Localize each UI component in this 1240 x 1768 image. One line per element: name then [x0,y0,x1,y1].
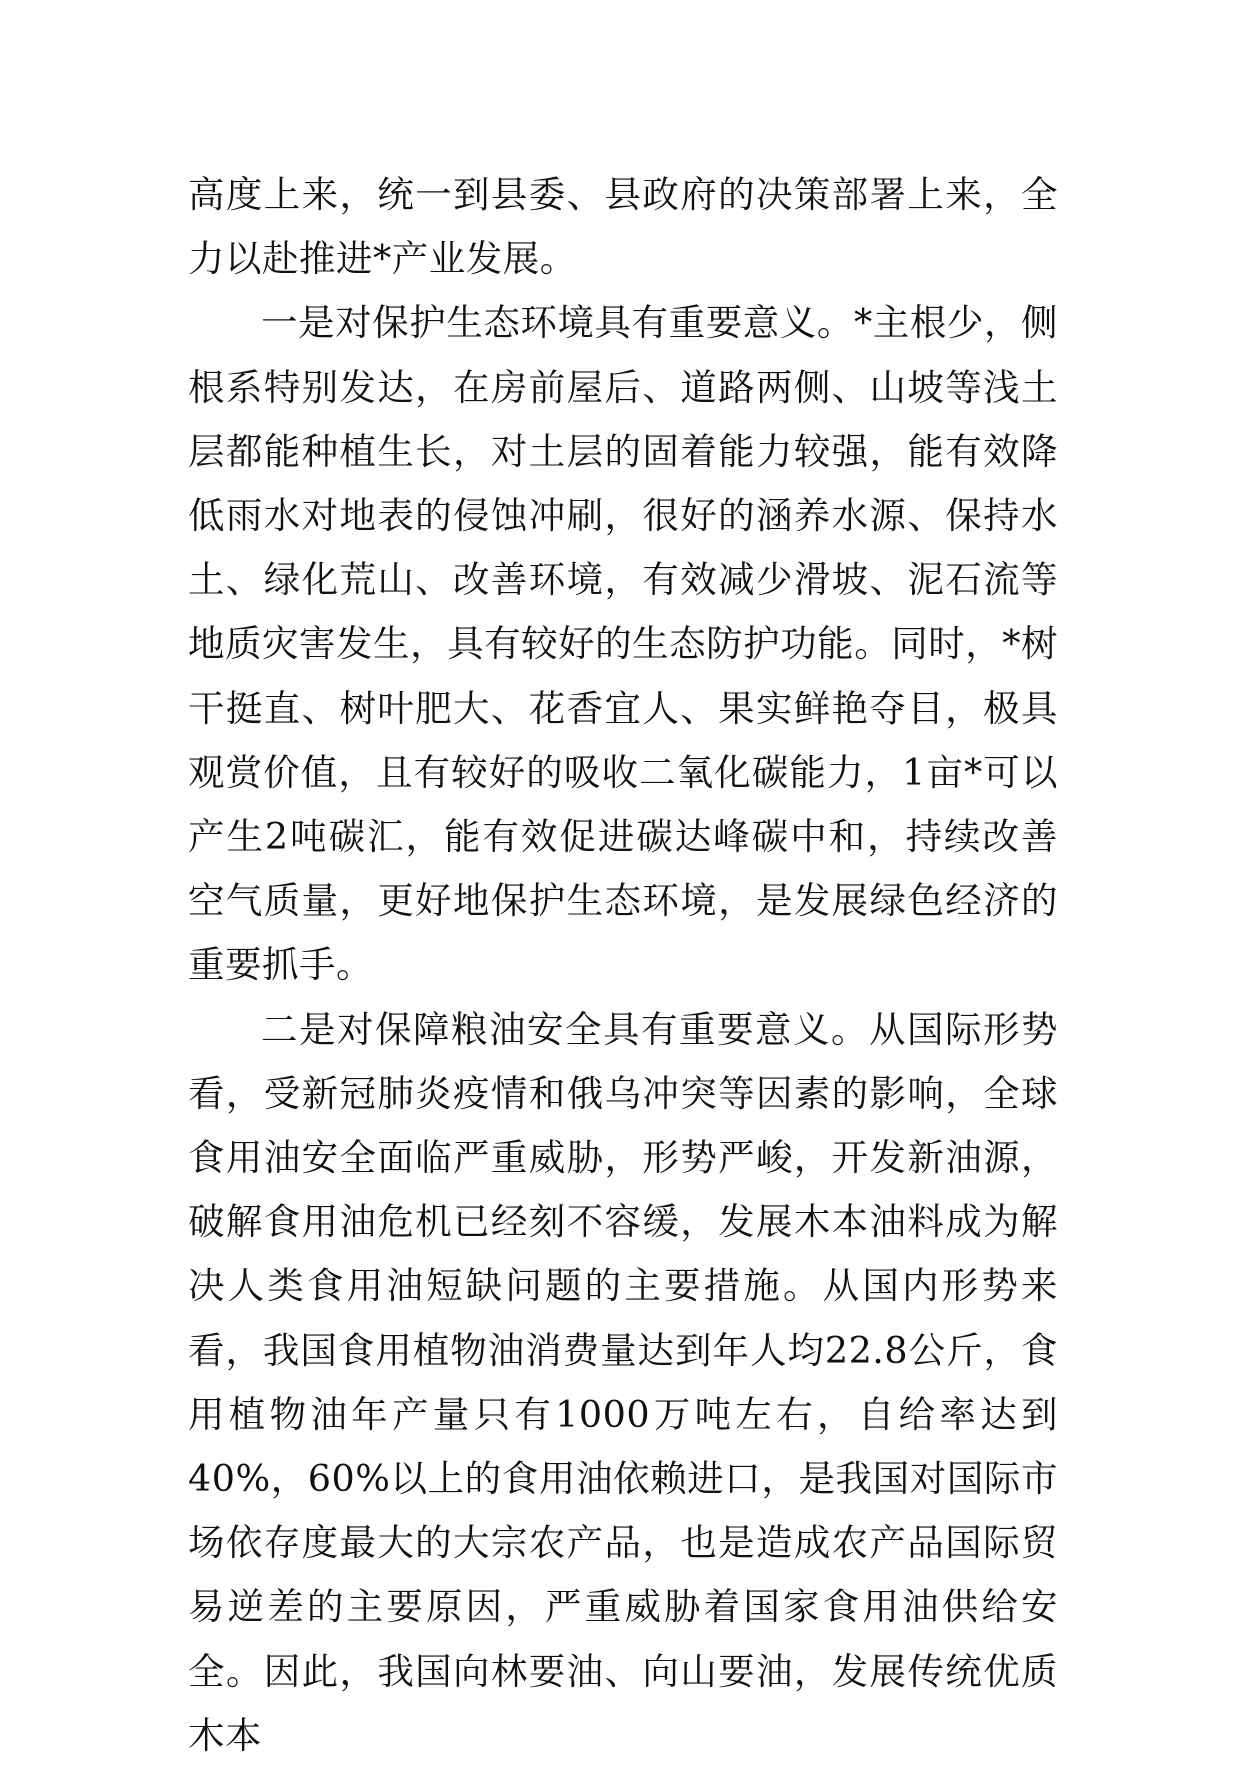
paragraph-continuation: 高度上来，统一到县委、县政府的决策部署上来，全力以赴推进*产业发展。 [188,173,1058,281]
paragraph-grain-oil-security: 二是对保障粮油安全具有重要意义。从国际形势看，受新冠肺炎疫情和俄乌冲突等因素的影响，全球食用油安全面临严重威胁，形势严峻，开发新油源，破解食用油危机已经刻不容缓，发展木本油料成为解决人类食用油短缺问题的主要措施。从国内形势来看，我国食用植物油消费量达到年人均22.8公斤，食用植物油年产量只有1000万吨左右，自给率达到40%，60%以上的食用油依赖进口，是我国对国际市场依存度最大的大宗农产品，也是造成农产品国际贸易逆差的主要原因，严重威胁着国家食用油供给安全。因此，我国向林要油、向山要油，发展传统优质木本 [188,1007,1058,1757]
paragraph-ecology: 一是对保护生态环境具有重要意义。*主根少，侧根系特别发达，在房前屋后、道路两侧、山坡等浅土层都能种植生长，对土层的固着能力较强，能有效降低雨水对地表的侵蚀冲刷，很好的涵养水源、保持水土、绿化荒山、改善环境，有效减少滑坡、泥石流等地质灾害发生，具有较好的生态防护功能。同时，*树干挺直、树叶肥大、花香宜人、果实鲜艳夺目，极具观赏价值，且有较好的吸收二氧化碳能力，1亩*可以产生2吨碳汇，能有效促进碳达峰碳中和，持续改善空气质量，更好地保护生态环境，是发展绿色经济的重要抓手。 [188,301,1058,987]
document-body [188,163,1058,1768]
